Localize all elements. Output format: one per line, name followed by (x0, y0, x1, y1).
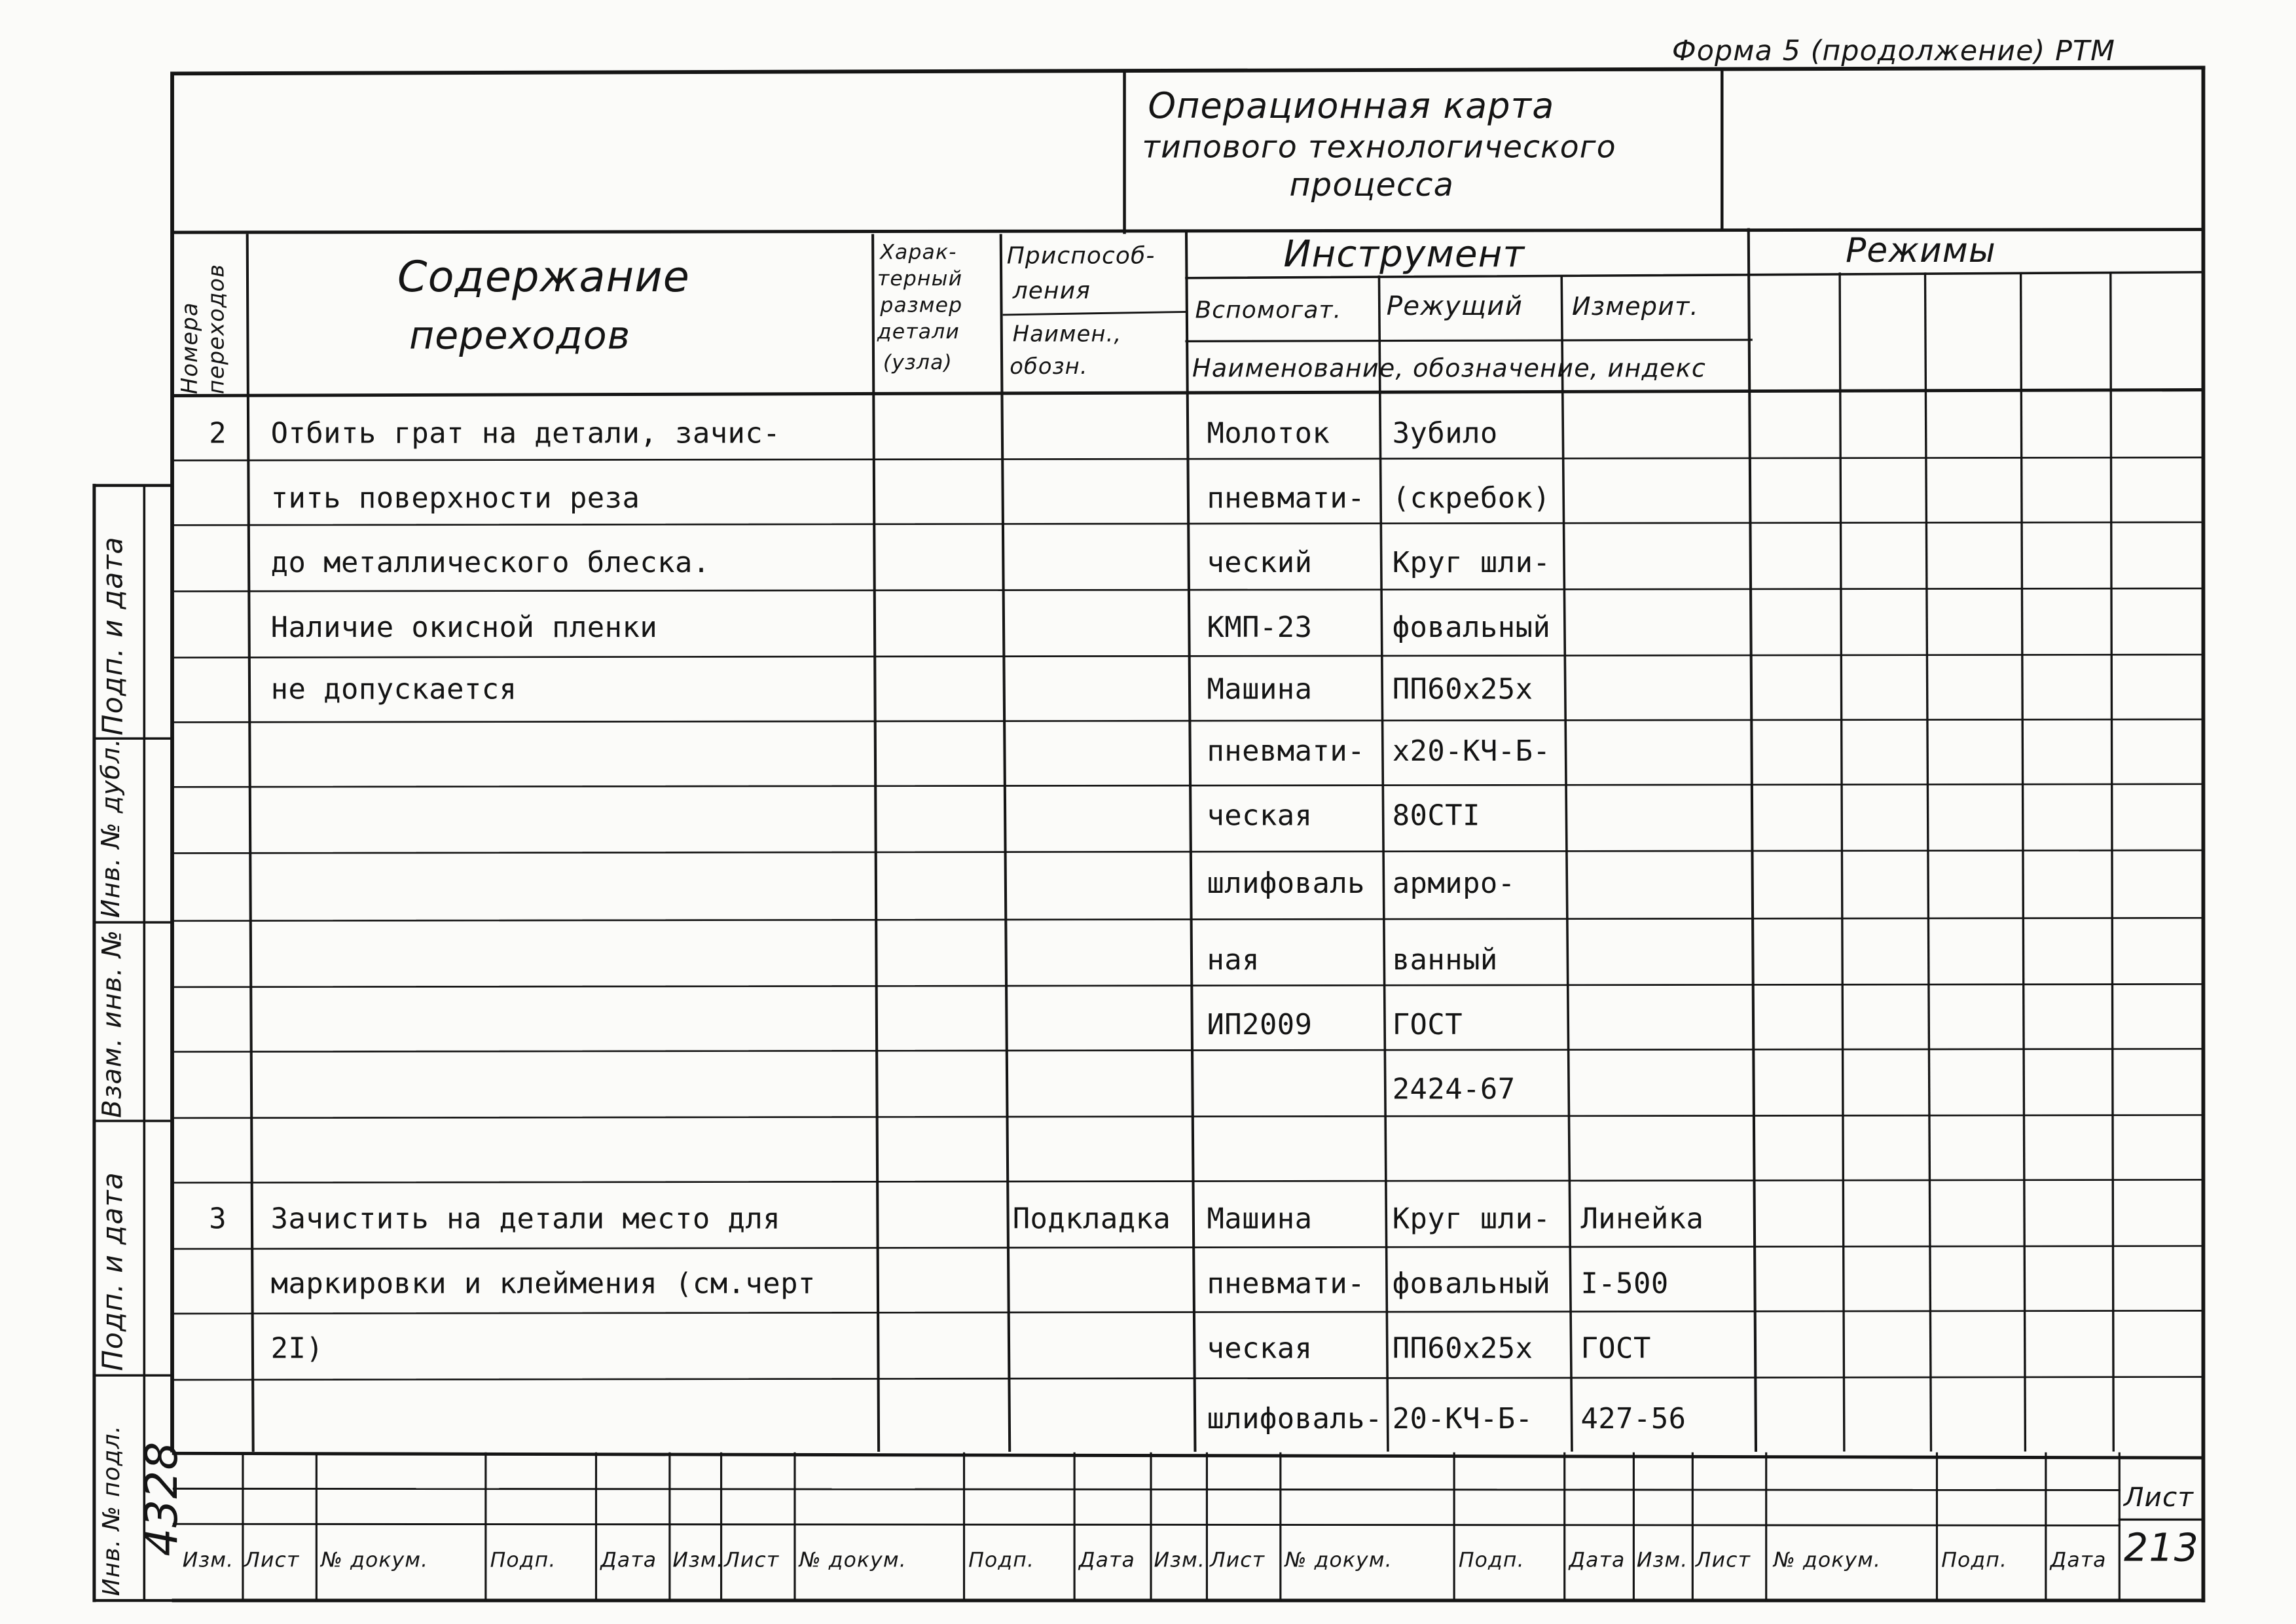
revision-label: Изм. (182, 1549, 234, 1573)
form-label: Форма 5 (продолжение) РТМ (1671, 35, 2116, 68)
table-cell-tool-cut: Зубило (1392, 416, 1498, 450)
table-cell-tool-aux: ИП2009 (1207, 1007, 1313, 1042)
header-tool-meas: Измерит. (1571, 293, 1699, 323)
header-tool-aux: Вспомогат. (1195, 295, 1342, 324)
table-cell-tool-aux: Молоток (1207, 416, 1330, 450)
revision-label: Дата (2050, 1549, 2107, 1573)
header-fixture-4: обозн. (1010, 353, 1088, 380)
strip-inv-swap: Взам. инв. № (97, 929, 128, 1118)
title-line-3: процесса (1289, 168, 1455, 205)
title-line-1: Операционная карта (1148, 85, 1555, 127)
table-cell-tool-cut: фовальный (1392, 1266, 1551, 1301)
revision-label: № докум. (1285, 1549, 1393, 1573)
table-cell-tool-cut: (скребок) (1392, 480, 1551, 515)
revision-label: Подп. (1941, 1549, 2008, 1573)
table-cell-step-content: Зачистить на детали место для (270, 1202, 781, 1236)
table-cell-tool-aux: ческий (1207, 545, 1313, 580)
table-cell-tool-cut: ПП60х25х (1392, 1331, 1533, 1365)
revision-label: Дата (1078, 1549, 1135, 1573)
table-cell-step-content: тить поверхности реза (270, 480, 640, 515)
revision-label: Лист (1209, 1549, 1266, 1573)
table-cell-tool-cut: 2424-67 (1392, 1072, 1516, 1106)
header-fixture-1: Приспособ- (1006, 241, 1156, 270)
header-tool: Инструмент (1283, 232, 1525, 276)
table-cell-tool-meas: 427-56 (1580, 1401, 1686, 1436)
table-cell-tool-cut: 80СТI (1392, 799, 1480, 833)
table-cell-tool-cut: 20-КЧ-Б- (1392, 1401, 1533, 1436)
table-cell-tool-aux: ческая (1207, 1331, 1313, 1365)
table-cell-step-number: 3 (209, 1202, 227, 1236)
revision-label: Лист (244, 1549, 300, 1573)
table-cell-tool-cut: фовальный (1392, 610, 1551, 645)
table-cell-tool-aux: Машина (1207, 672, 1313, 706)
revision-label: № докум. (321, 1549, 429, 1573)
header-size-1: Харак- (880, 241, 957, 265)
table-cell-tool-cut: Круг шли- (1392, 545, 1551, 580)
revision-label: Подп. (1458, 1549, 1525, 1573)
header-fixture-2: ления (1012, 276, 1091, 305)
revision-label: Лист (724, 1549, 780, 1573)
table-cell-step-content: 2I) (270, 1331, 324, 1365)
table-cell-tool-aux: пневмати- (1207, 480, 1366, 515)
revision-label: Подп. (490, 1549, 556, 1573)
revision-label: Лист (1695, 1549, 1751, 1573)
table-cell-step-content: Отбить грат на детали, зачис- (270, 416, 781, 450)
header-size-4: детали (877, 320, 960, 344)
header-tool-name: Наименование, обозначение, индекс (1192, 354, 1707, 384)
header-size-5: (узла) (883, 352, 953, 376)
table-cell-tool-cut: Круг шли- (1392, 1202, 1551, 1236)
revision-label: Подп. (968, 1549, 1035, 1573)
header-step-number-1: Номера (176, 302, 204, 395)
table-cell-tool-aux: шлифоваль (1207, 866, 1366, 901)
strip-orig-inv: Инв. № подл. (97, 1424, 126, 1597)
table-cell-tool-aux: пневмати- (1207, 734, 1366, 768)
revision-label: Дата (1569, 1549, 1626, 1573)
strip-sign-date-2: Подп. и дата (97, 1172, 130, 1371)
title-line-2: типового технологического (1142, 129, 1616, 165)
strip-dup-inv: Инв. № дубл. (97, 738, 127, 918)
table-cell-tool-cut: ПП60х25х (1392, 672, 1533, 706)
table-cell-tool-aux: ная (1207, 943, 1260, 977)
table-cell-step-number: 2 (209, 416, 227, 450)
table-cell-tool-aux: пневмати- (1207, 1266, 1366, 1301)
header-content-1: Содержание (397, 251, 691, 302)
table-cell-step-content: маркировки и клеймения (см.черт (270, 1266, 816, 1301)
table-cell-fixture: Подкладка (1012, 1202, 1171, 1236)
sheet-label: Лист (2124, 1483, 2195, 1514)
table-cell-tool-meas: Линейка (1580, 1202, 1704, 1236)
revision-label: № докум. (799, 1549, 907, 1573)
header-content-2: переходов (409, 314, 631, 359)
header-fixture-3: Наимен., (1012, 320, 1122, 348)
table-cell-tool-meas: ГОСТ (1580, 1331, 1651, 1365)
table-cell-tool-cut: армиро- (1392, 866, 1516, 901)
revision-label: Изм. (672, 1549, 724, 1573)
table-cell-tool-aux: шлифоваль- (1207, 1401, 1383, 1436)
revision-label: Изм. (1636, 1549, 1688, 1573)
table-cell-tool-cut: х20-КЧ-Б- (1392, 734, 1551, 768)
table-cell-step-content: до металлического блеска. (270, 545, 710, 580)
sheet-number: 213 (2124, 1526, 2199, 1572)
strip-sign-date-1: Подп. и дата (97, 536, 130, 736)
header-modes: Режимы (1846, 232, 1996, 271)
revision-label: Дата (600, 1549, 657, 1573)
table-cell-tool-meas: I-500 (1580, 1266, 1669, 1301)
table-cell-step-content: Наличие окисной пленки (270, 610, 658, 645)
revision-label: № докум. (1773, 1549, 1882, 1573)
table-cell-tool-cut: ГОСТ (1392, 1007, 1463, 1042)
table-cell-tool-aux: КМП-23 (1207, 610, 1313, 645)
header-tool-cut: Режущий (1386, 291, 1523, 323)
revision-label: Изм. (1154, 1549, 1206, 1573)
strip-orig-inv-value: 4328 (137, 1441, 189, 1557)
header-step-number-2: переходов (203, 263, 230, 395)
header-size-3: размер (880, 294, 963, 318)
table-cell-tool-aux: ческая (1207, 799, 1313, 833)
table-cell-tool-cut: ванный (1392, 943, 1498, 977)
table-cell-step-content: не допускается (270, 672, 517, 706)
table-cell-tool-aux: Машина (1207, 1202, 1313, 1236)
header-size-2: терный (877, 268, 963, 291)
